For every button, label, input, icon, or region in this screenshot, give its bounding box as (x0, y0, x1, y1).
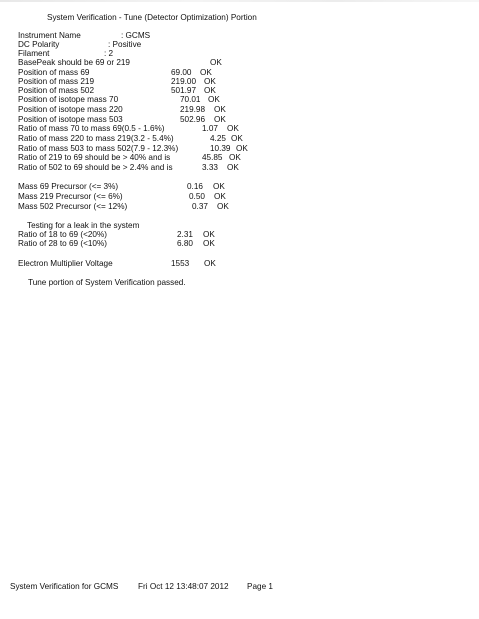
check-value: 10.39 (210, 144, 231, 153)
check-label: Position of mass 69 (18, 68, 90, 77)
check-label: Position of mass 502 (18, 86, 95, 95)
multiplier-status: OK (204, 259, 216, 268)
precursor-value: 0.50 (189, 192, 205, 201)
check-value: 219.00 (171, 77, 197, 86)
precursor-label: Mass 219 Precursor (<= 6%) (18, 192, 123, 201)
check-label: BasePeak should be 69 or 219 (18, 58, 130, 67)
check-status: OK (204, 86, 216, 95)
polarity-value: : Positive (108, 40, 142, 49)
leak-label: Ratio of 28 to 69 (<10%) (18, 239, 107, 248)
check-label: Ratio of 219 to 69 should be > 40% and is (18, 153, 171, 162)
check-label: Ratio of 502 to 69 should be > 2.4% and is (18, 163, 173, 172)
check-value: 3.33 (202, 163, 218, 172)
leak-heading: Testing for a leak in the system (27, 221, 140, 230)
conclusion-text: Tune portion of System Verification passed. (28, 278, 186, 287)
check-status: OK (210, 58, 222, 67)
instrument-value: : GCMS (121, 31, 151, 40)
check-status: OK (204, 77, 216, 86)
check-status: OK (227, 124, 239, 133)
check-value: 501.97 (171, 86, 197, 95)
check-status: OK (236, 144, 248, 153)
check-value: 1.07 (202, 124, 218, 133)
check-label: Position of isotope mass 70 (18, 95, 119, 104)
check-status: OK (229, 153, 241, 162)
precursor-status: OK (214, 192, 226, 201)
multiplier-label: Electron Multiplier Voltage (18, 259, 113, 268)
check-value: 69.00 (171, 68, 192, 77)
filament-value: : 2 (104, 49, 114, 58)
multiplier-value: 1553 (171, 259, 190, 268)
check-value: 45.85 (202, 153, 223, 162)
leak-label: Ratio of 18 to 69 (<20%) (18, 230, 107, 239)
check-label: Position of isotope mass 503 (18, 115, 123, 124)
precursor-label: Mass 69 Precursor (<= 3%) (18, 182, 119, 191)
check-status: OK (231, 134, 243, 143)
scan-edge (0, 0, 479, 2)
leak-value: 2.31 (177, 230, 193, 239)
precursor-value: 0.37 (192, 202, 208, 211)
instrument-label: Instrument Name (18, 31, 81, 40)
check-status: OK (214, 105, 226, 114)
report-title: System Verification - Tune (Detector Optimization) Portion (47, 13, 257, 22)
check-value: 219.98 (180, 105, 206, 114)
footer-title: System Verification for GCMS (10, 582, 119, 591)
check-value: 502.96 (180, 115, 206, 124)
check-label: Position of mass 219 (18, 77, 95, 86)
check-label: Ratio of mass 503 to mass 502(7.9 - 12.3%) (18, 144, 179, 153)
filament-label: Filament (18, 49, 50, 58)
leak-value: 6.80 (177, 239, 193, 248)
footer-date: Fri Oct 12 13:48:07 2012 (138, 582, 229, 591)
footer-page-number: Page 1 (247, 582, 273, 591)
leak-status: OK (203, 230, 215, 239)
check-status: OK (227, 163, 239, 172)
check-status: OK (200, 68, 212, 77)
check-status: OK (214, 115, 226, 124)
precursor-label: Mass 502 Precursor (<= 12%) (18, 202, 128, 211)
precursor-value: 0.16 (187, 182, 203, 191)
leak-status: OK (203, 239, 215, 248)
check-label: Ratio of mass 220 to mass 219(3.2 - 5.4%) (18, 134, 174, 143)
precursor-status: OK (217, 202, 229, 211)
check-value: 4.25 (210, 134, 226, 143)
check-label: Position of isotope mass 220 (18, 105, 123, 114)
polarity-label: DC Polarity (18, 40, 60, 49)
check-label: Ratio of mass 70 to mass 69(0.5 - 1.6%) (18, 124, 165, 133)
check-value: 70.01 (180, 95, 201, 104)
check-status: OK (208, 95, 220, 104)
precursor-status: OK (213, 182, 225, 191)
